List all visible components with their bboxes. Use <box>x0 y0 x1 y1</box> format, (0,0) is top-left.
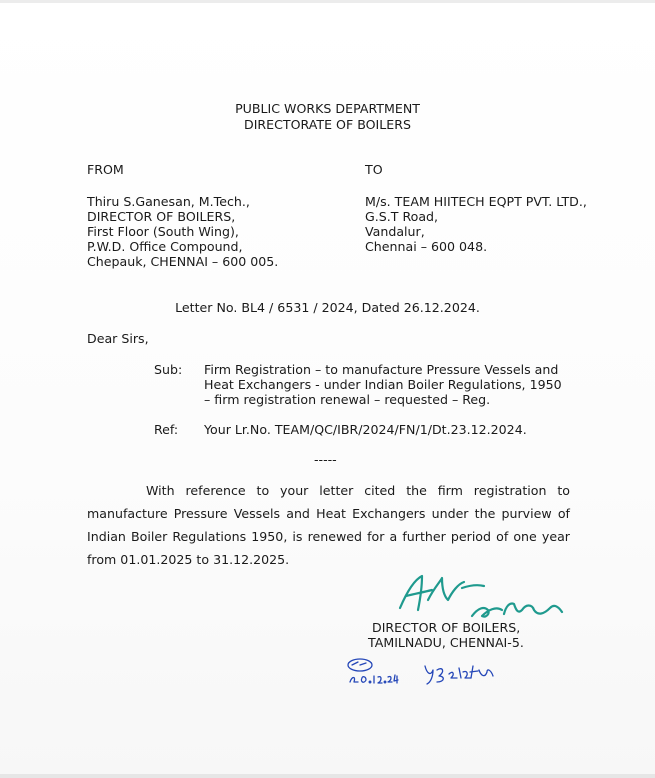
subject-line: – firm registration renewal – requested – Reg. <box>204 392 491 407</box>
from-line: DIRECTOR OF BOILERS, <box>87 209 236 224</box>
body-line: manufacture Pressure Vessels and Heat Exchangers under the purview of <box>87 506 570 521</box>
department-title: PUBLIC WORKS DEPARTMENT <box>235 101 420 116</box>
handwritten-date-note <box>344 656 404 688</box>
subject-label: Sub: <box>154 362 183 377</box>
to-line: G.S.T Road, <box>365 209 439 224</box>
scan-bottom-edge <box>0 774 655 778</box>
reference-text: Your Lr.No. TEAM/QC/IBR/2024/FN/1/Dt.23.12.2024. <box>204 422 527 437</box>
to-label: TO <box>365 162 383 177</box>
from-line: Chepauk, CHENNAI – 600 005. <box>87 254 279 269</box>
from-line: First Floor (South Wing), <box>87 224 239 239</box>
reference-label: Ref: <box>154 422 179 437</box>
salutation: Dear Sirs, <box>87 331 149 346</box>
to-line: M/s. TEAM HIITECH EQPT PVT. LTD., <box>365 194 587 209</box>
from-line: P.W.D. Office Compound, <box>87 239 243 254</box>
signatory-title: DIRECTOR OF BOILERS, <box>372 620 521 635</box>
body-line: With reference to your letter cited the firm registration to <box>146 483 570 498</box>
body-line: Indian Boiler Regulations 1950, is renewed for a further period of one year <box>87 529 570 544</box>
signatory-location: TAMILNADU, CHENNAI-5. <box>368 635 524 650</box>
to-line: Chennai – 600 048. <box>365 239 488 254</box>
to-line: Vandalur, <box>365 224 425 239</box>
directorate-title: DIRECTORATE OF BOILERS <box>244 117 411 132</box>
subject-line: Firm Registration – to manufacture Pressure Vessels and <box>204 362 559 377</box>
from-label: FROM <box>87 162 124 177</box>
body-line: from 01.01.2025 to 31.12.2025. <box>87 552 290 567</box>
letter-number: Letter No. BL4 / 6531 / 2024, Dated 26.12.2024. <box>175 300 480 315</box>
handwritten-initials-note <box>423 660 495 686</box>
subject-line: Heat Exchangers - under Indian Boiler Regulations, 1950 <box>204 377 562 392</box>
from-line: Thiru S.Ganesan, M.Tech., <box>87 194 250 209</box>
separator: ----- <box>314 452 337 467</box>
scan-top-edge <box>0 0 655 3</box>
